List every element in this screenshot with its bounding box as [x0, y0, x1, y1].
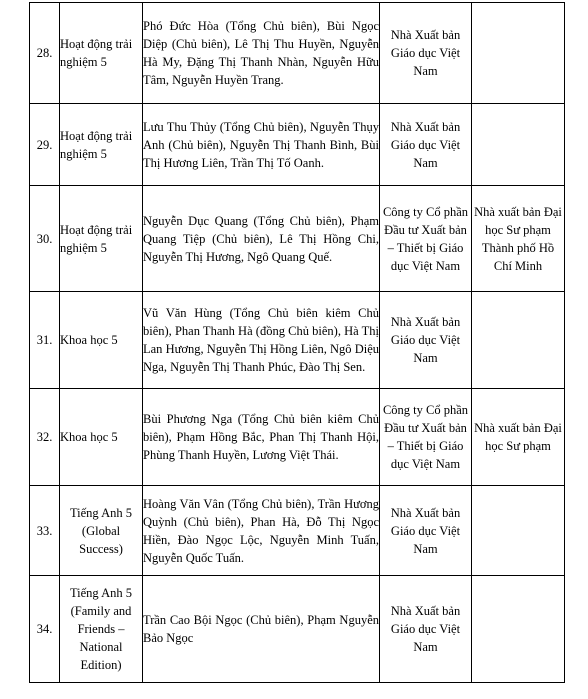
- book-title: Khoa học 5: [60, 389, 143, 486]
- table-row: [30, 104, 565, 186]
- publisher: Công ty Cổ phần Đầu tư Xuất bản – Thiết bị Giáo dục Việt Nam: [380, 186, 472, 292]
- co-publisher: Nhà xuất bản Đại học Sư phạm Thành phố Hồ Chí Minh: [472, 186, 565, 292]
- book-title: Khoa học 5: [60, 292, 143, 389]
- row-number: 30.: [30, 186, 60, 292]
- book-title: Hoạt động trải nghiệm 5: [60, 104, 143, 186]
- row-number: 34.: [30, 576, 60, 683]
- publisher: Nhà Xuất bản Giáo dục Việt Nam: [380, 576, 472, 683]
- publisher: Nhà Xuất bản Giáo dục Việt Nam: [380, 486, 472, 576]
- co-publisher: [472, 3, 565, 104]
- book-authors: Hoàng Văn Vân (Tổng Chủ biên), Trần Hương Quỳnh (Chủ biên), Phan Hà, Đỗ Thị Ngọc Hiền, Đào Ngọc Lộc, Nguyễn Minh Tuấn, Nguyễn Quốc Tuấn.: [143, 486, 380, 576]
- co-publisher: [472, 576, 565, 683]
- book-authors: Lưu Thu Thủy (Tổng Chủ biên), Nguyễn Thụy Anh (Chủ biên), Nguyễn Thị Thanh Bình, Bùi Thị Hương Liên, Trần Thị Tố Oanh.: [143, 104, 380, 186]
- row-number: 28.: [30, 3, 60, 104]
- publisher: Nhà Xuất bản Giáo dục Việt Nam: [380, 104, 472, 186]
- table-row: [30, 389, 565, 486]
- book-title: Hoạt động trải nghiệm 5: [60, 186, 143, 292]
- book-authors: Trần Cao Bội Ngọc (Chủ biên), Phạm Nguyễn Bảo Ngọc: [143, 576, 380, 683]
- row-number: 32.: [30, 389, 60, 486]
- book-title: Hoạt động trải nghiệm 5: [60, 3, 143, 104]
- co-publisher: Nhà xuất bản Đại học Sư phạm: [472, 389, 565, 486]
- co-publisher: [472, 104, 565, 186]
- table-row: [30, 576, 565, 683]
- publisher: Công ty Cổ phần Đầu tư Xuất bản – Thiết bị Giáo dục Việt Nam: [380, 389, 472, 486]
- table-row: [30, 186, 565, 292]
- row-number: 29.: [30, 104, 60, 186]
- book-title: Tiếng Anh 5 (Family and Friends – National Edition): [60, 576, 143, 683]
- co-publisher: [472, 486, 565, 576]
- row-number: 31.: [30, 292, 60, 389]
- publisher: Nhà Xuất bản Giáo dục Việt Nam: [380, 3, 472, 104]
- book-authors: Bùi Phương Nga (Tổng Chủ biên kiêm Chủ biên), Phạm Hồng Bắc, Phan Thị Thanh Hội, Phùng Thanh Huyền, Lương Việt Thái.: [143, 389, 380, 486]
- book-authors: Vũ Văn Hùng (Tổng Chủ biên kiêm Chủ biên), Phan Thanh Hà (đồng Chủ biên), Hà Thị Lan Hương, Nguyễn Thị Hồng Liên, Ngô Diệu Nga, Nguyễn Thị Thanh Phúc, Đào Thị Sen.: [143, 292, 380, 389]
- table-row: [30, 486, 565, 576]
- co-publisher: [472, 292, 565, 389]
- row-number: 33.: [30, 486, 60, 576]
- book-authors: Phó Đức Hòa (Tổng Chủ biên), Bùi Ngọc Diệp (Chủ biên), Lê Thị Thu Huyền, Nguyễn Hà My, Đặng Thị Thanh Nhàn, Nguyễn Hữu Tâm, Nguyễn Huyền Trang.: [143, 3, 380, 104]
- book-title: Tiếng Anh 5 (Global Success): [60, 486, 143, 576]
- book-authors: Nguyễn Dục Quang (Tổng Chủ biên), Phạm Quang Tiệp (Chủ biên), Lê Thị Hồng Chi, Nguyễn Thị Hương, Ngô Quang Quế.: [143, 186, 380, 292]
- table-row: [30, 3, 565, 104]
- textbook-table: [29, 2, 565, 683]
- table-row: [30, 292, 565, 389]
- publisher: Nhà Xuất bản Giáo dục Việt Nam: [380, 292, 472, 389]
